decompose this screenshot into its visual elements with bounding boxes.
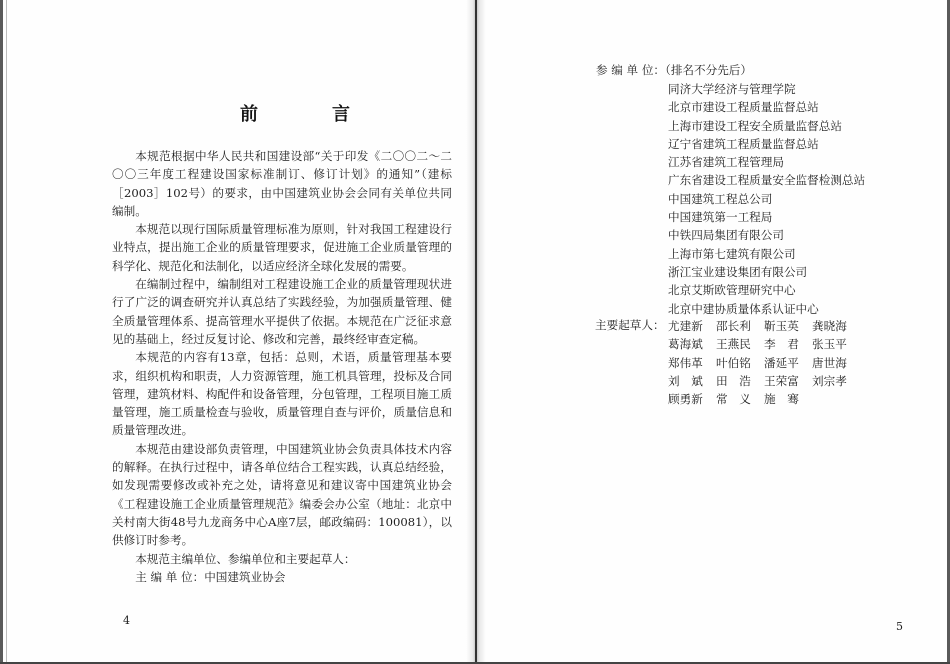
- drafter-name: 施 骞: [764, 392, 799, 407]
- drafter-name: 刘 斌: [668, 373, 703, 388]
- drafter-name: 唐世海: [812, 355, 847, 370]
- unit-item: 同济大学经济与管理学院: [668, 82, 796, 96]
- drafter-name: 潘延平: [764, 355, 799, 370]
- participating-units-list: [668, 80, 865, 318]
- main-drafters-heading: 主要起草人：: [595, 318, 665, 332]
- drafter-name: 葛海斌: [668, 337, 703, 352]
- drafter-name: 李 君: [764, 337, 799, 352]
- participating-units-heading: 参 编 单 位：（排名不分先后）: [596, 63, 752, 77]
- unit-item: 北京市建设工程质量监督总站: [668, 100, 819, 115]
- drafter-name: 郑伟革: [668, 355, 703, 370]
- unit-item: 中铁四局集团有限公司: [668, 228, 784, 243]
- unit-item: 辽宁省建筑工程质量监督总站: [668, 136, 819, 151]
- drafter-name: 叶伯铭: [716, 355, 751, 370]
- paragraph-5: 本规范由建设部负责管理，中国建筑业协会负责具体技术内容的解释。在执行过程中，请各单位结合工程实践，认真总结经验，如发现需要修改或补充之处，请将意见和建议寄中国建筑业协会《工程建设施工企业质量管理规范》编委会办公室（地址：北京中关村南大街48号九龙商务中心A座7层，邮政编码：100081），以供修订时参考。: [112, 441, 452, 548]
- chief-editor-unit: 主 编 单 位：中国建筑业协会: [135, 569, 286, 584]
- drafter-name: 田 浩: [716, 373, 751, 388]
- unit-item: 上海市建设工程安全质量监督总站: [668, 118, 842, 133]
- unit-item: 浙江宝业建设集团有限公司: [668, 264, 808, 279]
- drafter-name: 邵长利: [716, 319, 751, 333]
- page-number-left: 4: [123, 614, 130, 627]
- drafter-name: 顾勇新: [668, 392, 703, 407]
- drafter-row: [668, 335, 860, 353]
- drafter-name: 靳玉英: [764, 319, 799, 333]
- page-number-right: 5: [896, 620, 903, 633]
- paragraph-2: 本规范以现行国际质量管理标准为原则，针对我国工程建设行业特点，提出施工企业的质量管理要求，促进施工企业质量管理的科学化、规范化和法制化，以适应经济全球化发展的需要。: [112, 222, 452, 273]
- drafter-row: [668, 390, 860, 408]
- drafter-row: [668, 372, 860, 390]
- unit-item: 北京艾斯欧管理研究中心: [668, 283, 796, 298]
- unit-item: 中国建筑第一工程局: [668, 210, 773, 225]
- unit-item: 江苏省建筑工程管理局: [668, 155, 784, 170]
- page-edge-left: [0, 0, 3, 664]
- unit-item: 北京中建协质量体系认证中心: [668, 301, 819, 316]
- paragraph-4: 本规范的内容有13章，包括：总则，术语，质量管理基本要求，组织机构和职责，人力资源管理，施工机具管理，投标及合同管理，建筑材料、构配件和设备管理，分包管理，工程项目施工质量管理，施工质量检查与验收，质量管理自查与评价，质量信息和质量管理改进。: [112, 350, 452, 438]
- main-drafters-list: [668, 317, 860, 408]
- drafter-name: 龚晓海: [812, 319, 847, 333]
- paragraph-6: 本规范主编单位、参编单位和主要起草人：: [135, 551, 356, 566]
- paragraph-3: 在编制过程中，编制组对工程建设施工企业的质量管理现状进行了广泛的调查研究并认真总结了实践经验，为加强质量管理、健全质量管理体系、提高管理水平提供了依据。本规范在广泛征求意见的基础上，经过反复讨论、修改和完善，最终经审查定稿。: [112, 277, 452, 346]
- drafter-row: [668, 317, 860, 335]
- page-edge-left-inner: [6, 0, 7, 664]
- unit-item: 广东省建设工程质量安全监督检测总站: [668, 173, 866, 188]
- paragraph-1: 本规范根据中华人民共和国建设部“关于印发《二〇〇二～二〇〇三年度工程建设国家标准制订、修订计划》的通知”（建标［2003］102号）的要求，由中国建筑业协会会同有关单位共同编制。: [112, 149, 452, 218]
- drafter-name: 刘宗孝: [812, 373, 847, 388]
- unit-item: 中国建筑工程总公司: [668, 191, 773, 206]
- drafter-name: 尤建新: [668, 319, 703, 333]
- drafter-name: 常 义: [716, 392, 751, 407]
- drafter-name: 王燕民: [716, 337, 751, 352]
- drafter-row: [668, 354, 860, 372]
- drafter-name: 张玉平: [812, 337, 847, 352]
- unit-item: 上海市第七建筑有限公司: [668, 246, 796, 261]
- drafter-name: 王荣富: [764, 373, 799, 388]
- gutter-divider: [475, 0, 477, 664]
- preface-body: [112, 147, 452, 586]
- page-title: 前 言: [240, 104, 378, 125]
